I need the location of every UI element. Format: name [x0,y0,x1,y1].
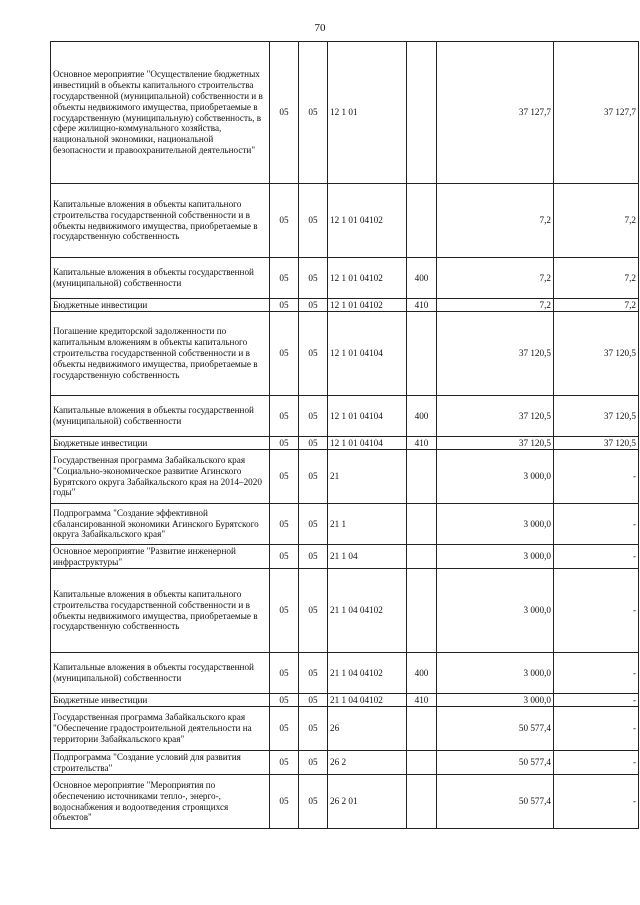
row-name: Основное мероприятие "Осуществление бюджетных инвестиций в объекты капитального строительства государственной (муниципальной) собственности и в объекты недвижимого имущества, приобретаемые в государственную (муниципальную) собственность, в сфере жилищно-коммунального хозяйства, национальной экономики, национальной безопасности и правоохранительной деятельности" [51,42,270,184]
row-amount-year-1: 3 000,0 [437,694,554,707]
table-row [51,450,639,504]
row-amount-year-2: - [554,504,639,545]
row-amount-year-1: 50 577,4 [437,707,554,751]
row-target-article-code: 21 1 04 04102 [328,569,407,653]
row-amount-year-2: - [554,545,639,569]
row-target-article-code: 12 1 01 04102 [328,258,407,299]
row-target-article-code: 26 2 01 [328,775,407,829]
row-amount-year-1: 50 577,4 [437,775,554,829]
row-subsection-code: 05 [299,569,328,653]
row-target-article-code: 12 1 01 04104 [328,312,407,396]
row-amount-year-2: - [554,450,639,504]
table-row [51,184,639,258]
table-row [51,437,639,450]
row-amount-year-1: 7,2 [437,258,554,299]
row-expense-type-code [407,775,437,829]
row-subsection-code: 05 [299,42,328,184]
row-name: Государственная программа Забайкальского края "Социально-экономическое развитие Агинского Бурятского округа Забайкальского края на 2014–2020 годы" [51,450,270,504]
row-amount-year-1: 37 120,5 [437,396,554,437]
row-amount-year-2: 7,2 [554,184,639,258]
table-row [51,694,639,707]
row-amount-year-2: 7,2 [554,258,639,299]
row-section-code: 05 [270,569,299,653]
row-amount-year-1: 37 120,5 [437,312,554,396]
row-section-code: 05 [270,299,299,312]
table-row [51,258,639,299]
row-expense-type-code [407,312,437,396]
row-target-article-code: 12 1 01 04102 [328,184,407,258]
row-section-code: 05 [270,504,299,545]
row-subsection-code: 05 [299,437,328,450]
table-row [51,396,639,437]
row-expense-type-code: 410 [407,299,437,312]
row-amount-year-2: 37 120,5 [554,312,639,396]
row-expense-type-code [407,751,437,775]
row-amount-year-2: 37 120,5 [554,437,639,450]
row-section-code: 05 [270,653,299,694]
row-expense-type-code: 400 [407,653,437,694]
row-subsection-code: 05 [299,184,328,258]
row-subsection-code: 05 [299,751,328,775]
row-section-code: 05 [270,396,299,437]
row-amount-year-2: - [554,653,639,694]
row-section-code: 05 [270,751,299,775]
row-target-article-code: 21 1 04 04102 [328,653,407,694]
row-expense-type-code [407,42,437,184]
row-subsection-code: 05 [299,450,328,504]
row-expense-type-code [407,569,437,653]
row-target-article-code: 21 1 [328,504,407,545]
row-amount-year-1: 3 000,0 [437,569,554,653]
row-subsection-code: 05 [299,545,328,569]
row-amount-year-2: - [554,694,639,707]
row-amount-year-2: 7,2 [554,299,639,312]
row-target-article-code: 12 1 01 [328,42,407,184]
row-section-code: 05 [270,258,299,299]
row-section-code: 05 [270,184,299,258]
table-row [51,299,639,312]
row-name: Бюджетные инвестиции [51,437,270,450]
row-subsection-code: 05 [299,504,328,545]
row-subsection-code: 05 [299,396,328,437]
row-name: Основное мероприятие "Мероприятия по обеспечению источниками тепло-, энерго-, водоснабжения и водоотведения строящихся объектов" [51,775,270,829]
row-expense-type-code: 400 [407,258,437,299]
row-target-article-code: 12 1 01 04102 [328,299,407,312]
row-expense-type-code: 410 [407,694,437,707]
row-section-code: 05 [270,437,299,450]
row-section-code: 05 [270,707,299,751]
row-target-article-code: 21 1 04 04102 [328,694,407,707]
row-section-code: 05 [270,775,299,829]
table-row [51,751,639,775]
row-amount-year-2: - [554,775,639,829]
row-name: Государственная программа Забайкальского края "Обеспечение градостроительной деятельности на территории Забайкальского края" [51,707,270,751]
row-subsection-code: 05 [299,694,328,707]
row-name: Капитальные вложения в объекты капитального строительства государственной собственности и в объекты недвижимого имущества, приобретаемые в государственную собственность [51,569,270,653]
row-subsection-code: 05 [299,775,328,829]
row-target-article-code: 21 [328,450,407,504]
row-amount-year-2: - [554,707,639,751]
row-amount-year-2: - [554,569,639,653]
row-amount-year-1: 7,2 [437,184,554,258]
row-amount-year-1: 50 577,4 [437,751,554,775]
row-name: Капитальные вложения в объекты капитального строительства государственной собственности и в объекты недвижимого имущества, приобретаемые в государственную собственность [51,184,270,258]
table-row [51,707,639,751]
row-section-code: 05 [270,312,299,396]
row-amount-year-1: 37 120,5 [437,437,554,450]
row-target-article-code: 12 1 01 04104 [328,437,407,450]
row-amount-year-1: 3 000,0 [437,504,554,545]
row-amount-year-1: 3 000,0 [437,653,554,694]
row-section-code: 05 [270,42,299,184]
row-name: Капитальные вложения в объекты государственной (муниципальной) собственности [51,396,270,437]
row-subsection-code: 05 [299,258,328,299]
budget-table [50,41,639,829]
row-name: Бюджетные инвестиции [51,694,270,707]
row-amount-year-1: 7,2 [437,299,554,312]
row-subsection-code: 05 [299,653,328,694]
row-target-article-code: 12 1 01 04104 [328,396,407,437]
row-target-article-code: 21 1 04 [328,545,407,569]
row-expense-type-code: 400 [407,396,437,437]
table-row [51,504,639,545]
row-section-code: 05 [270,450,299,504]
table-row [51,569,639,653]
row-amount-year-1: 37 127,7 [437,42,554,184]
table-row [51,545,639,569]
row-name: Капитальные вложения в объекты государственной (муниципальной) собственности [51,653,270,694]
row-name: Капитальные вложения в объекты государственной (муниципальной) собственности [51,258,270,299]
row-amount-year-2: 37 127,7 [554,42,639,184]
row-subsection-code: 05 [299,312,328,396]
row-expense-type-code: 410 [407,437,437,450]
row-target-article-code: 26 2 [328,751,407,775]
row-name: Погашение кредиторской задолженности по капитальным вложениям в объекты капитального строительства государственной собственности и в объекты недвижимого имущества, приобретаемые в государственную собственность [51,312,270,396]
table-row [51,312,639,396]
row-subsection-code: 05 [299,299,328,312]
row-expense-type-code [407,184,437,258]
row-name: Бюджетные инвестиции [51,299,270,312]
row-section-code: 05 [270,694,299,707]
row-amount-year-1: 3 000,0 [437,450,554,504]
row-amount-year-2: - [554,751,639,775]
row-section-code: 05 [270,545,299,569]
row-expense-type-code [407,450,437,504]
row-name: Основное мероприятие "Развитие инженерной инфраструктуры" [51,545,270,569]
page-number: 70 [314,22,326,34]
row-amount-year-1: 3 000,0 [437,545,554,569]
row-target-article-code: 26 [328,707,407,751]
table-row [51,653,639,694]
table-row [51,775,639,829]
row-subsection-code: 05 [299,707,328,751]
row-expense-type-code [407,707,437,751]
row-amount-year-2: 37 120,5 [554,396,639,437]
row-name: Подпрограмма "Создание условий для развития строительства" [51,751,270,775]
table-row [51,42,639,184]
row-expense-type-code [407,504,437,545]
row-expense-type-code [407,545,437,569]
row-name: Подпрограмма "Создание эффективной сбалансированной экономики Агинского Бурятского округа Забайкальского края" [51,504,270,545]
